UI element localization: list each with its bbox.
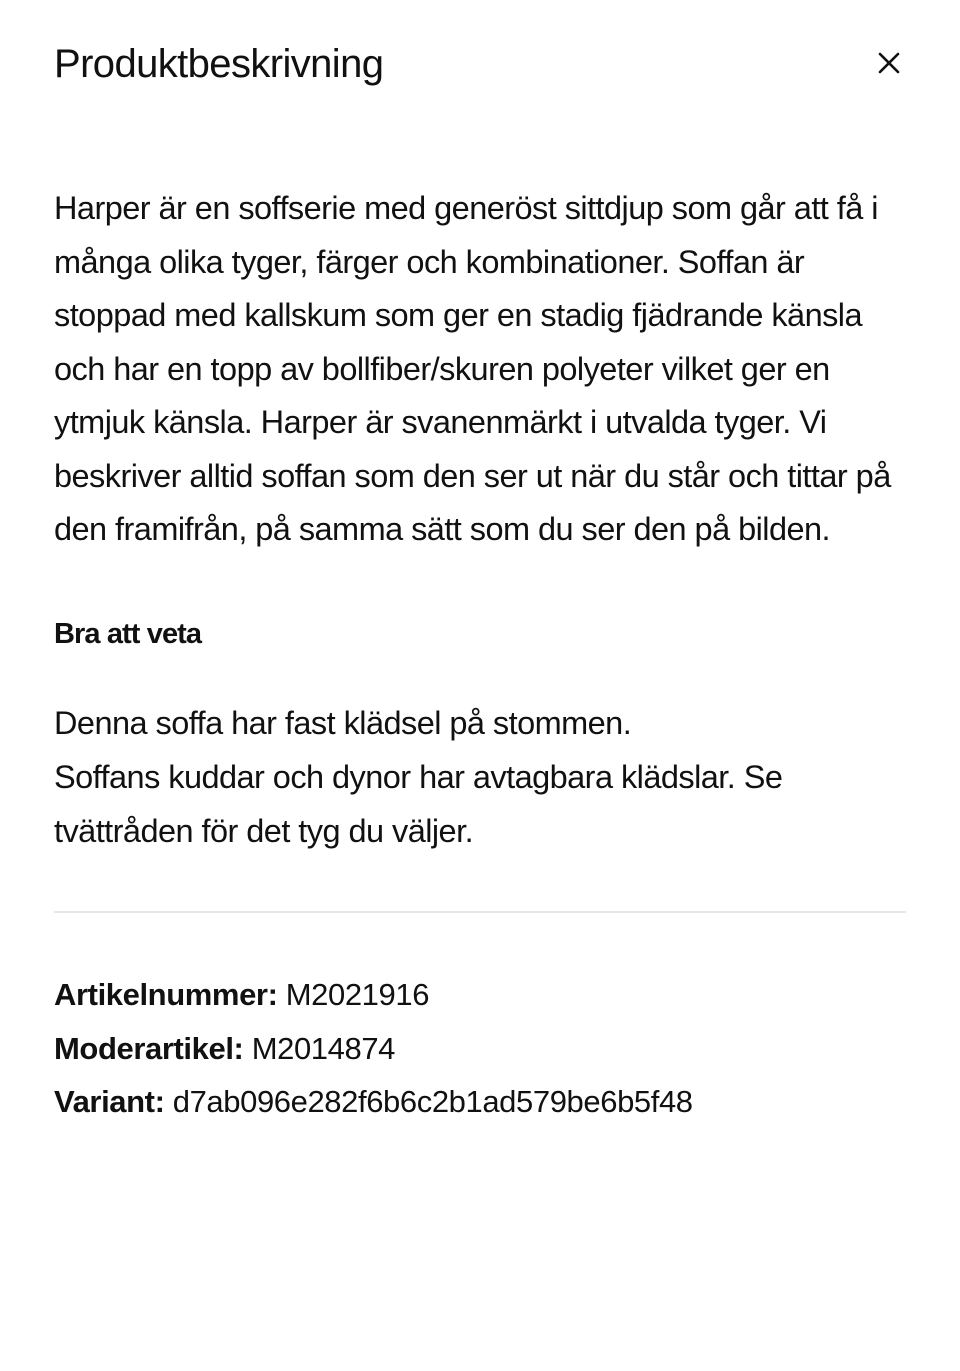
article-number-label: Artikelnummer:: [54, 977, 278, 1012]
variant-value: d7ab096e282f6b6c2b1ad579be6b5f48: [172, 1084, 693, 1119]
good-to-know-text: [54, 696, 914, 858]
close-button[interactable]: [874, 48, 904, 78]
parent-article-label: Moderartikel:: [54, 1030, 244, 1066]
parent-article-value: M2014874: [251, 1030, 395, 1066]
good-to-know-heading: Bra att veta: [54, 618, 202, 650]
panel-header: [54, 36, 906, 96]
parent-article-row: [54, 1022, 914, 1076]
divider: [54, 911, 906, 913]
close-icon: [874, 48, 904, 78]
panel-title: Produktbeskrivning: [54, 42, 384, 86]
product-description-text: Harper är en soffserie med generöst sittdjup som går att få i många olika tyger, färger och kombinationer. Soffan är stoppad med kallskum som ger en stadig fjädrande känsla och har en topp av bollfiber/skuren polyeter vilket ger en ytmjuk känsla. Harper är svanenmärkt i utvalda tyger. Vi beskriver alltid soffan som den ser ut när du står och tittar på den framifrån, på samma sätt som du ser den på bilden.: [54, 190, 891, 547]
variant-label: Variant:: [54, 1084, 165, 1119]
upholstery-info: Denna soffa har fast klädsel på stommen.: [54, 705, 632, 741]
article-number-value: M2021916: [285, 977, 430, 1012]
variant-row: [54, 1075, 914, 1129]
cushion-cover-info: Soffans kuddar och dynor har avtagbara klädslar. Se tvättråden för det tyg du väljer.: [54, 759, 783, 849]
article-meta: [54, 968, 914, 1129]
article-number-row: [54, 968, 914, 1022]
